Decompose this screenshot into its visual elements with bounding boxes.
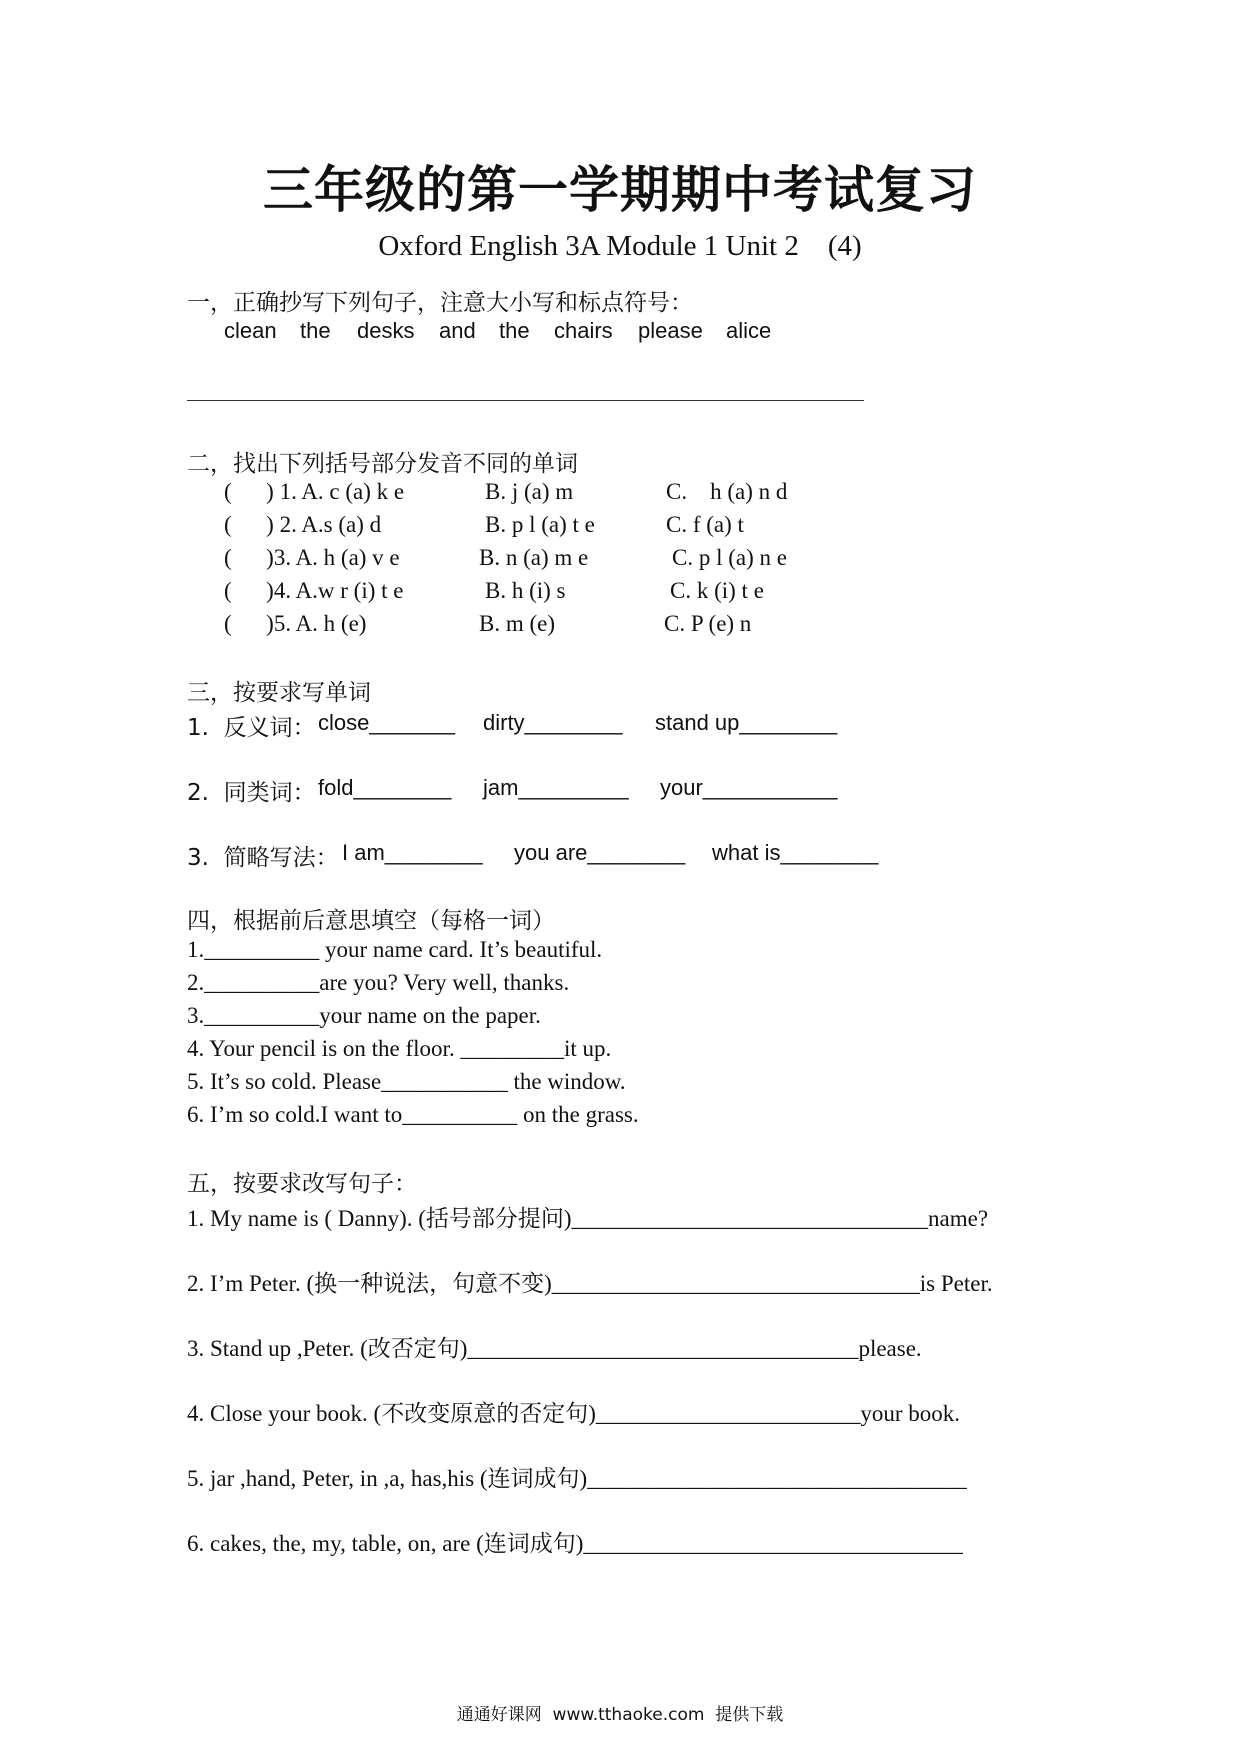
item-label: 3. 简略写法： — [187, 845, 339, 871]
blank-item: you are________ — [514, 840, 686, 865]
section1-word: desks — [357, 318, 415, 343]
blank-item: close_______ — [318, 710, 456, 735]
blank-item: I am________ — [342, 840, 483, 865]
blank-item: your___________ — [660, 775, 838, 800]
section1-word: the — [499, 318, 530, 343]
section1-word: alice — [726, 318, 772, 343]
question-row: ( )5. A. h (e) — [224, 611, 367, 636]
question-row: ( ) 1. A. c (a) k e — [224, 479, 405, 504]
section4-heading: 四，根据前后意思填空（每格一词） — [187, 908, 555, 934]
question-row: ( )3. A. h (a) v e — [224, 545, 400, 570]
section1-word: and — [439, 318, 476, 343]
option-b: B. m (e) — [479, 611, 556, 636]
fill-blank-line: 6. I’m so cold.I want to__________ on the grass. — [187, 1102, 639, 1127]
question-row: ( ) 2. A.s (a) d — [224, 512, 382, 537]
fill-blank-line: 1.__________ your name card. It’s beautiful. — [187, 937, 603, 962]
option-b: B. j (a) m — [485, 479, 574, 504]
question-row: ( )4. A.w r (i) t e — [224, 578, 404, 603]
rewrite-line: 3. Stand up ,Peter. (改否定句)__________________________________please. — [187, 1336, 922, 1361]
option-b: B. h (i) s — [485, 578, 566, 603]
page-title: 三年级的第一学期期中考试复习 — [263, 161, 977, 219]
section2-heading: 二，找出下列括号部分发音不同的单词 — [187, 451, 578, 477]
item-label: 1. 反义词： — [187, 715, 316, 741]
option-b: B. n (a) m e — [479, 545, 589, 570]
rewrite-line: 5. jar ,hand, Peter, in ,a, has,his (连词成句)_________________________________ — [187, 1466, 967, 1491]
option-b: B. p l (a) t e — [485, 512, 595, 537]
blank-item: jam_________ — [483, 775, 629, 800]
section1-heading: 一，正确抄写下列句子，注意大小写和标点符号： — [187, 290, 693, 316]
rewrite-line: 1. My name is ( Danny). (括号部分提问)_______________________________name? — [187, 1206, 989, 1231]
rewrite-line: 4. Close your book. (不改变原意的否定句)_______________________your book. — [187, 1401, 961, 1426]
fill-blank-line: 5. It’s so cold. Please___________ the window. — [187, 1069, 626, 1094]
blank-item: dirty________ — [483, 710, 623, 735]
fill-blank-line: 3.__________your name on the paper. — [187, 1003, 541, 1028]
footer-credit: 通通好课网 www.tthaoke.com 提供下载 — [456, 1705, 784, 1725]
item-label: 2. 同类词： — [187, 780, 316, 806]
rewrite-line: 6. cakes, the, my, table, on, are (连词成句)_________________________________ — [187, 1531, 963, 1556]
blank-item: fold________ — [318, 775, 452, 800]
section1-word: chairs — [554, 318, 613, 343]
section1-word: please — [638, 318, 703, 343]
blank-item: stand up________ — [655, 710, 838, 735]
section3-heading: 三，按要求写单词 — [187, 680, 371, 706]
page-subtitle: Oxford English 3A Module 1 Unit 2 (4) — [378, 230, 862, 262]
blank-item: what is________ — [712, 840, 879, 865]
fill-blank-line: 4. Your pencil is on the floor. _________it up. — [187, 1036, 612, 1061]
fill-blank-line: 2.__________are you? Very well, thanks. — [187, 970, 570, 995]
section1-word: clean — [224, 318, 277, 343]
section1-word: the — [300, 318, 331, 343]
option-c: C. P (e) n — [664, 611, 752, 636]
option-c: C. p l (a) n e — [672, 545, 787, 570]
section5-heading: 五，按要求改写句子： — [187, 1171, 417, 1197]
rewrite-line: 2. I’m Peter. (换一种说法，句意不变)________________________________is Peter. — [187, 1271, 993, 1296]
answer-line — [187, 400, 864, 401]
option-c: C. f (a) t — [666, 512, 744, 537]
option-c: C. k (i) t e — [670, 578, 764, 603]
option-c: C. h (a) n d — [666, 479, 788, 504]
